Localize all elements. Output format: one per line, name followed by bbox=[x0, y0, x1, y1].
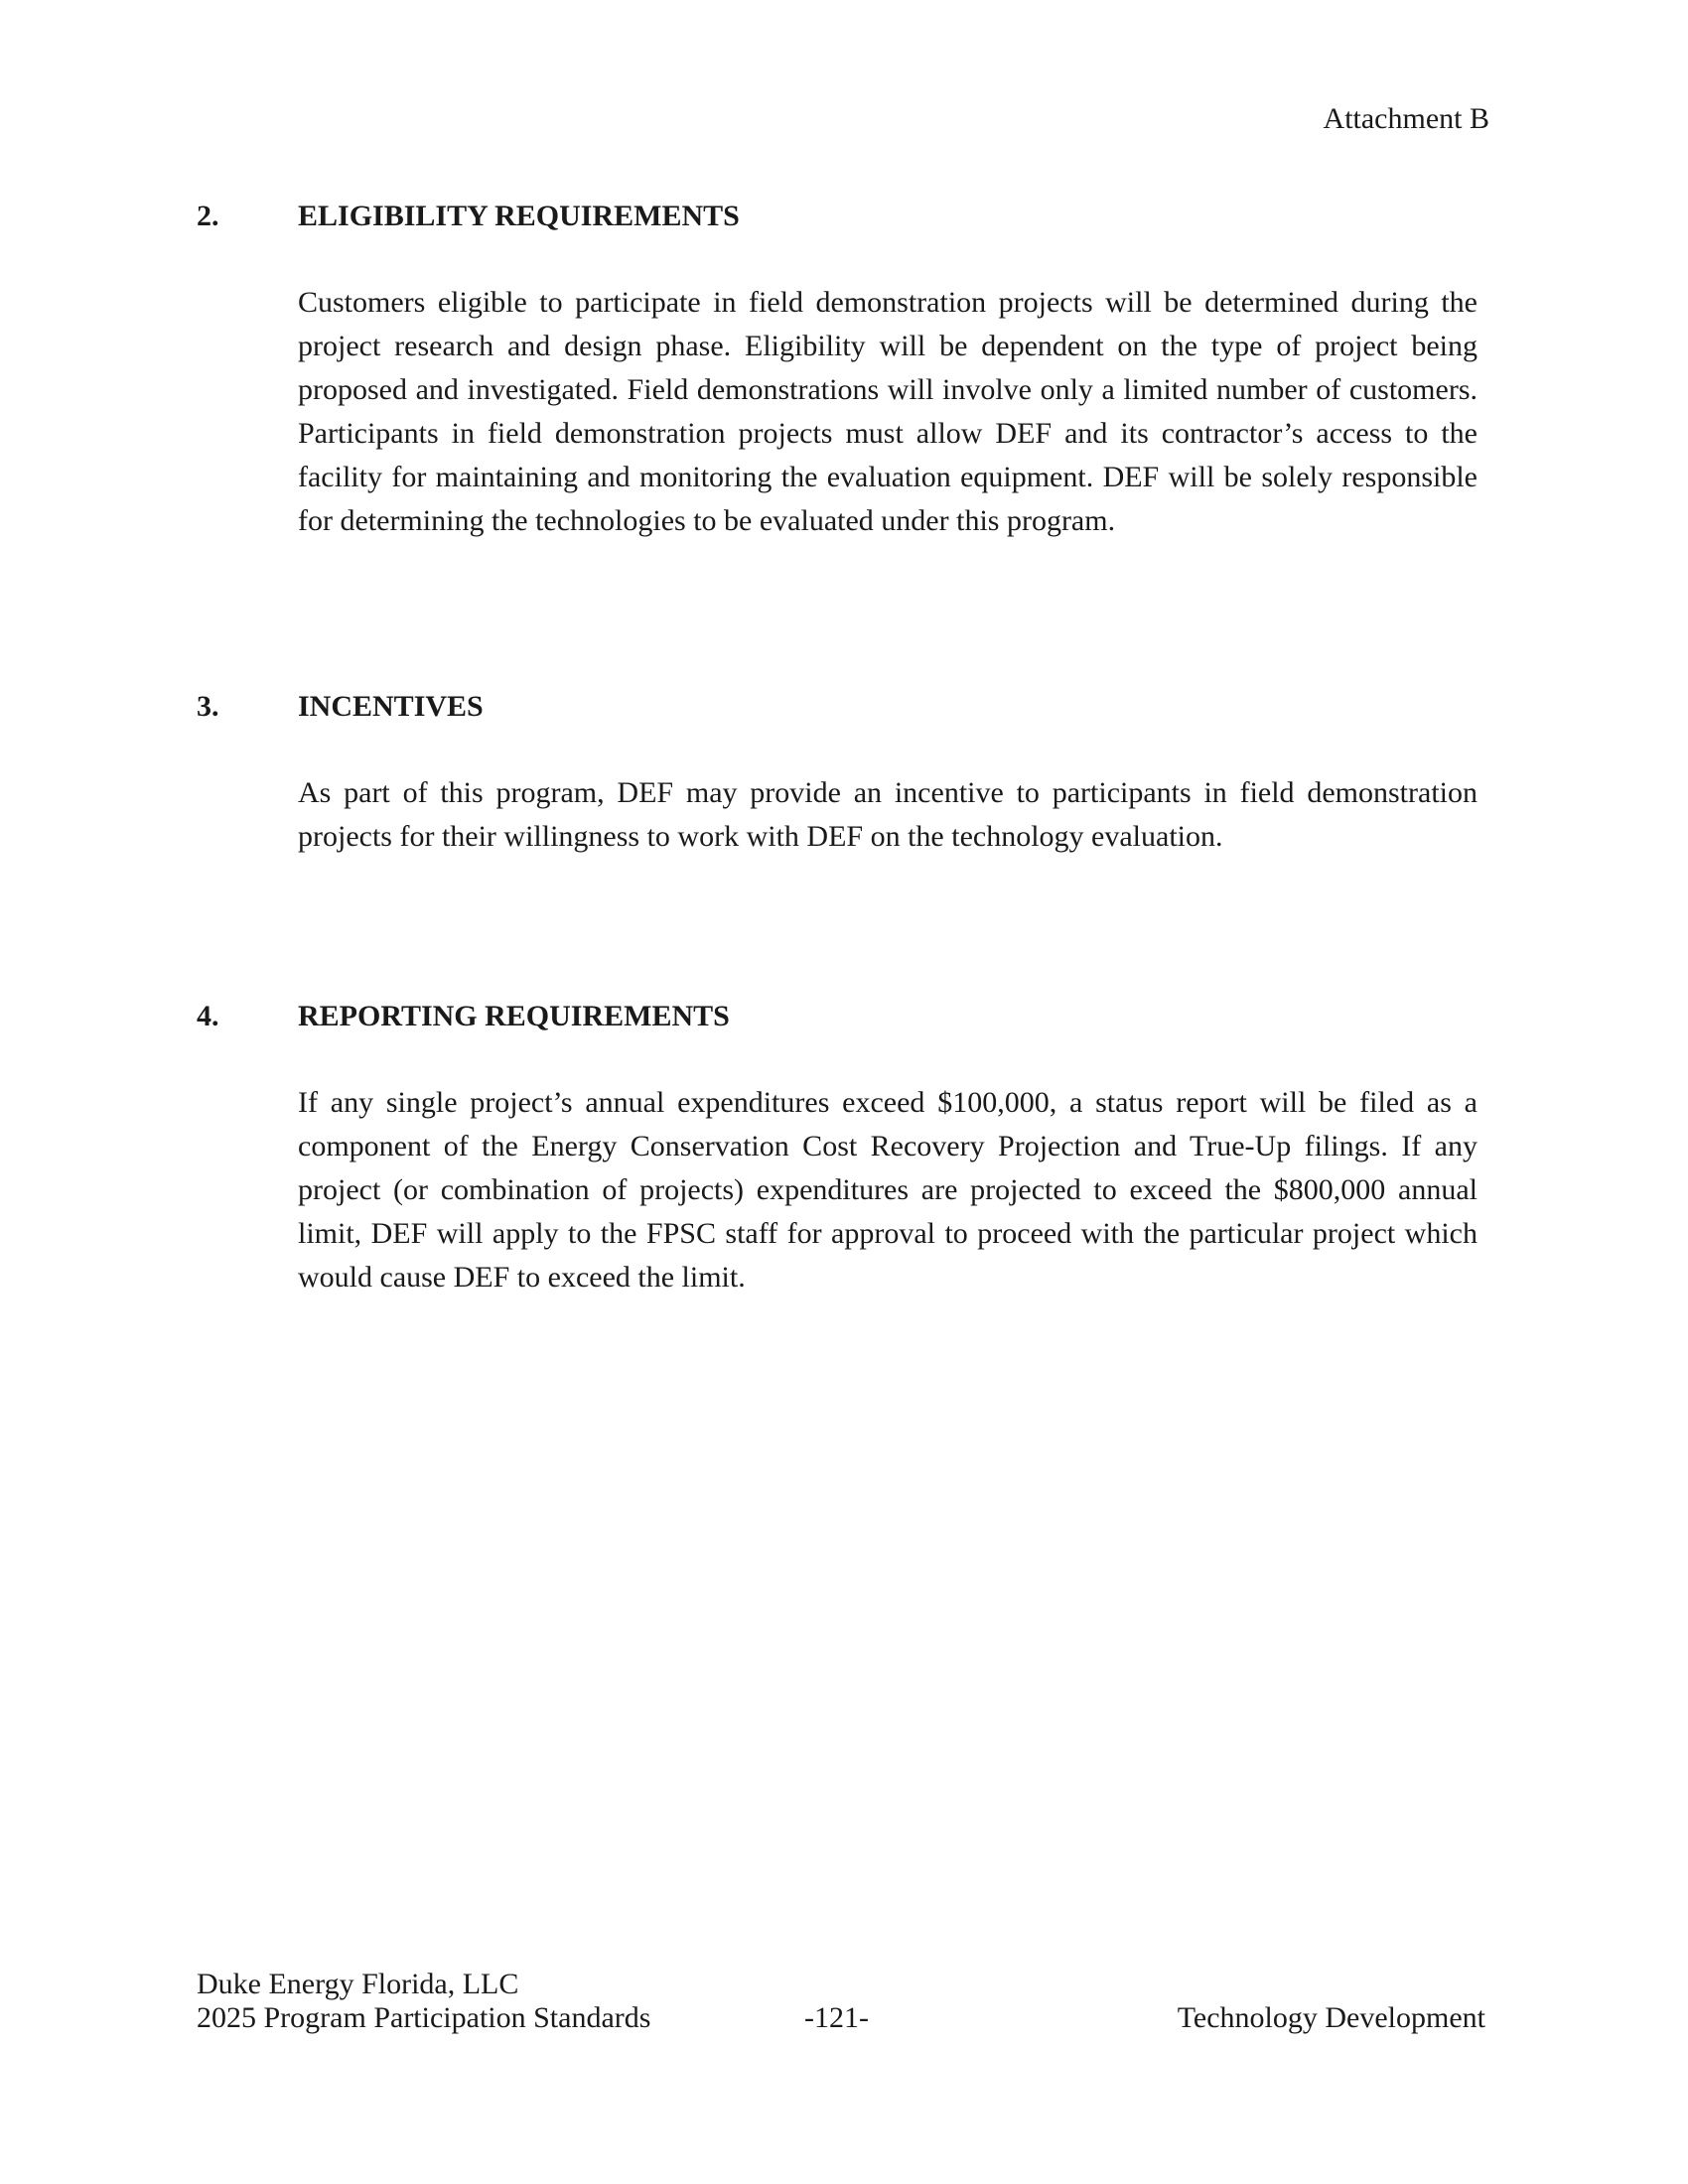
section-number: 3. bbox=[197, 690, 219, 723]
footer-program: Technology Development bbox=[1177, 2001, 1485, 2034]
section-title: REPORTING REQUIREMENTS bbox=[298, 1000, 730, 1032]
section-reporting-requirements bbox=[197, 997, 1477, 1299]
section-body: Customers eligible to participate in field demonstration projects will be determined during the project research and design phase. Eligibility will be dependent on the type of project being proposed and investigated. Field demonstrations will involve only a limited number of customers. Participants in field demonstration projects must allow DEF and its contractor’s access to the facility for maintaining and monitoring the evaluation equipment. DEF will be solely responsible for determining the technologies to be evaluated under this program. bbox=[298, 286, 1477, 537]
section-incentives bbox=[197, 687, 1477, 859]
footer-row-company bbox=[197, 1968, 1485, 2001]
footer-company: Duke Energy Florida, LLC bbox=[197, 1968, 519, 2000]
section-title: INCENTIVES bbox=[298, 690, 484, 723]
section-number: 2. bbox=[197, 200, 219, 232]
section-body: As part of this program, DEF may provide an incentive to participants in field demonstration projects for their willingness to work with DEF on the technology evaluation. bbox=[298, 776, 1477, 853]
page-number: -121- bbox=[804, 2001, 869, 2034]
section-heading bbox=[197, 687, 1477, 727]
section-body: If any single project’s annual expenditures exceed $100,000, a status report will be filed as a component of the Energy Conservation Cost Recovery Projection and True-Up filings. If any project (or combination of projects) expenditures are projected to exceed the $800,000 annual limit, DEF will apply to the FPSC staff for approval to proceed with the particular project which would cause DEF to exceed the limit. bbox=[298, 1086, 1477, 1294]
page-footer bbox=[197, 1968, 1485, 2035]
attachment-label: Attachment B bbox=[1323, 102, 1489, 135]
section-heading bbox=[197, 997, 1477, 1036]
section-title: ELIGIBILITY REQUIREMENTS bbox=[298, 200, 740, 232]
footer-document: 2025 Program Participation Standards bbox=[197, 2001, 651, 2034]
footer-row-document bbox=[197, 2001, 1485, 2035]
section-heading bbox=[197, 197, 1477, 236]
section-number: 4. bbox=[197, 1000, 219, 1032]
section-eligibility-requirements bbox=[197, 197, 1477, 543]
